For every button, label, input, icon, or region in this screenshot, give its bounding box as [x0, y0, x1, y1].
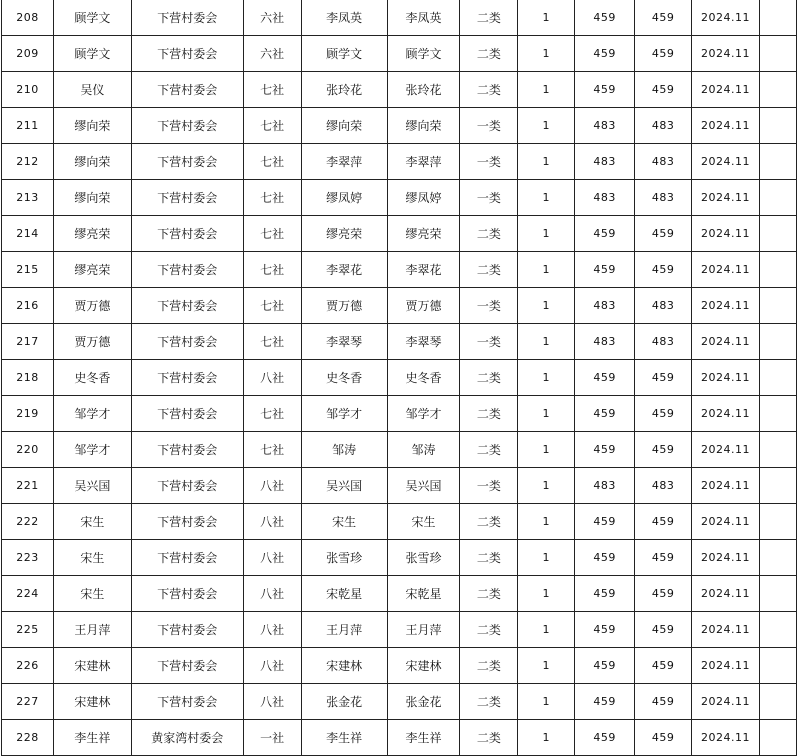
- member-name-cell: 缪向荣: [301, 108, 387, 144]
- category-cell: 二类: [460, 684, 518, 720]
- note-cell: [760, 468, 797, 504]
- category-cell: 二类: [460, 648, 518, 684]
- payment-amount-cell: 483: [635, 180, 692, 216]
- category-cell: 二类: [460, 720, 518, 756]
- row-number-cell: 216: [2, 288, 54, 324]
- row-number-cell: 222: [2, 504, 54, 540]
- period-cell: 2024.11: [692, 216, 760, 252]
- row-number-cell: 211: [2, 108, 54, 144]
- standard-amount-cell: 459: [575, 432, 635, 468]
- village-group-cell: 六社: [243, 0, 301, 36]
- payee-name-cell: 宋建林: [387, 648, 460, 684]
- applicant-name-cell: 邹学才: [53, 396, 131, 432]
- applicant-name-cell: 李生祥: [53, 720, 131, 756]
- note-cell: [760, 324, 797, 360]
- period-cell: 2024.11: [692, 432, 760, 468]
- standard-amount-cell: 459: [575, 36, 635, 72]
- standard-amount-cell: 483: [575, 468, 635, 504]
- category-cell: 二类: [460, 432, 518, 468]
- row-number-cell: 212: [2, 144, 54, 180]
- member-name-cell: 邹学才: [301, 396, 387, 432]
- category-cell: 二类: [460, 576, 518, 612]
- row-number-cell: 209: [2, 36, 54, 72]
- payee-name-cell: 吴兴国: [387, 468, 460, 504]
- row-number-cell: 226: [2, 648, 54, 684]
- note-cell: [760, 144, 797, 180]
- village-group-cell: 七社: [243, 108, 301, 144]
- payee-name-cell: 缪亮荣: [387, 216, 460, 252]
- member-name-cell: 顾学文: [301, 36, 387, 72]
- table-row: [2, 612, 797, 648]
- category-cell: 一类: [460, 324, 518, 360]
- note-cell: [760, 504, 797, 540]
- period-cell: 2024.11: [692, 252, 760, 288]
- village-group-cell: 七社: [243, 288, 301, 324]
- table-row: [2, 720, 797, 756]
- standard-amount-cell: 459: [575, 504, 635, 540]
- standard-amount-cell: 459: [575, 540, 635, 576]
- village-group-cell: 八社: [243, 360, 301, 396]
- table-row: [2, 108, 797, 144]
- row-number-cell: 208: [2, 0, 54, 36]
- category-cell: 一类: [460, 180, 518, 216]
- period-cell: 2024.11: [692, 684, 760, 720]
- applicant-name-cell: 顾学文: [53, 36, 131, 72]
- member-name-cell: 张玲花: [301, 72, 387, 108]
- category-cell: 二类: [460, 504, 518, 540]
- village-group-cell: 七社: [243, 396, 301, 432]
- payment-amount-cell: 459: [635, 360, 692, 396]
- applicant-name-cell: 宋生: [53, 504, 131, 540]
- row-number-cell: 217: [2, 324, 54, 360]
- person-count-cell: 1: [518, 36, 575, 72]
- payee-name-cell: 宋生: [387, 504, 460, 540]
- payment-amount-cell: 459: [635, 504, 692, 540]
- period-cell: 2024.11: [692, 108, 760, 144]
- person-count-cell: 1: [518, 612, 575, 648]
- period-cell: 2024.11: [692, 540, 760, 576]
- payment-amount-cell: 459: [635, 684, 692, 720]
- standard-amount-cell: 459: [575, 648, 635, 684]
- payee-name-cell: 缪凤婷: [387, 180, 460, 216]
- category-cell: 二类: [460, 360, 518, 396]
- village-committee-cell: 下营村委会: [131, 612, 243, 648]
- village-committee-cell: 下营村委会: [131, 540, 243, 576]
- standard-amount-cell: 459: [575, 576, 635, 612]
- standard-amount-cell: 459: [575, 396, 635, 432]
- person-count-cell: 1: [518, 144, 575, 180]
- row-number-cell: 221: [2, 468, 54, 504]
- row-number-cell: 214: [2, 216, 54, 252]
- member-name-cell: 李翠萍: [301, 144, 387, 180]
- village-committee-cell: 下营村委会: [131, 648, 243, 684]
- payment-amount-cell: 459: [635, 36, 692, 72]
- applicant-name-cell: 宋建林: [53, 684, 131, 720]
- person-count-cell: 1: [518, 540, 575, 576]
- village-group-cell: 七社: [243, 216, 301, 252]
- village-group-cell: 七社: [243, 432, 301, 468]
- row-number-cell: 220: [2, 432, 54, 468]
- table-row: [2, 0, 797, 36]
- standard-amount-cell: 483: [575, 144, 635, 180]
- payment-amount-cell: 483: [635, 468, 692, 504]
- village-committee-cell: 下营村委会: [131, 576, 243, 612]
- payee-name-cell: 李翠琴: [387, 324, 460, 360]
- person-count-cell: 1: [518, 180, 575, 216]
- category-cell: 一类: [460, 288, 518, 324]
- payment-amount-cell: 459: [635, 612, 692, 648]
- person-count-cell: 1: [518, 504, 575, 540]
- period-cell: 2024.11: [692, 396, 760, 432]
- applicant-name-cell: 缪向荣: [53, 180, 131, 216]
- category-cell: 一类: [460, 468, 518, 504]
- category-cell: 二类: [460, 36, 518, 72]
- village-group-cell: 六社: [243, 36, 301, 72]
- village-group-cell: 八社: [243, 612, 301, 648]
- standard-amount-cell: 459: [575, 72, 635, 108]
- category-cell: 二类: [460, 396, 518, 432]
- person-count-cell: 1: [518, 216, 575, 252]
- member-name-cell: 贾万德: [301, 288, 387, 324]
- person-count-cell: 1: [518, 432, 575, 468]
- applicant-name-cell: 缪向荣: [53, 144, 131, 180]
- period-cell: 2024.11: [692, 648, 760, 684]
- person-count-cell: 1: [518, 720, 575, 756]
- member-name-cell: 王月萍: [301, 612, 387, 648]
- period-cell: 2024.11: [692, 36, 760, 72]
- standard-amount-cell: 459: [575, 0, 635, 36]
- note-cell: [760, 252, 797, 288]
- table-row: [2, 576, 797, 612]
- payment-amount-cell: 459: [635, 648, 692, 684]
- row-number-cell: 225: [2, 612, 54, 648]
- period-cell: 2024.11: [692, 576, 760, 612]
- applicant-name-cell: 宋生: [53, 576, 131, 612]
- period-cell: 2024.11: [692, 180, 760, 216]
- table-row: [2, 468, 797, 504]
- village-group-cell: 八社: [243, 504, 301, 540]
- village-committee-cell: 下营村委会: [131, 288, 243, 324]
- member-name-cell: 张金花: [301, 684, 387, 720]
- member-name-cell: 史冬香: [301, 360, 387, 396]
- person-count-cell: 1: [518, 288, 575, 324]
- village-committee-cell: 下营村委会: [131, 684, 243, 720]
- person-count-cell: 1: [518, 576, 575, 612]
- category-cell: 二类: [460, 612, 518, 648]
- person-count-cell: 1: [518, 0, 575, 36]
- village-committee-cell: 下营村委会: [131, 0, 243, 36]
- village-committee-cell: 下营村委会: [131, 504, 243, 540]
- village-committee-cell: 下营村委会: [131, 180, 243, 216]
- table-row: [2, 180, 797, 216]
- member-name-cell: 缪凤婷: [301, 180, 387, 216]
- category-cell: 一类: [460, 144, 518, 180]
- payee-name-cell: 史冬香: [387, 360, 460, 396]
- period-cell: 2024.11: [692, 0, 760, 36]
- person-count-cell: 1: [518, 684, 575, 720]
- table-row: [2, 72, 797, 108]
- row-number-cell: 223: [2, 540, 54, 576]
- payee-name-cell: 李凤英: [387, 0, 460, 36]
- applicant-name-cell: 贾万德: [53, 288, 131, 324]
- note-cell: [760, 720, 797, 756]
- table-row: [2, 324, 797, 360]
- member-name-cell: 张雪珍: [301, 540, 387, 576]
- note-cell: [760, 360, 797, 396]
- payee-name-cell: 缪向荣: [387, 108, 460, 144]
- village-committee-cell: 下营村委会: [131, 360, 243, 396]
- village-group-cell: 七社: [243, 324, 301, 360]
- payee-name-cell: 贾万德: [387, 288, 460, 324]
- period-cell: 2024.11: [692, 288, 760, 324]
- applicant-name-cell: 宋建林: [53, 648, 131, 684]
- payee-name-cell: 张玲花: [387, 72, 460, 108]
- applicant-name-cell: 缪亮荣: [53, 216, 131, 252]
- standard-amount-cell: 483: [575, 324, 635, 360]
- period-cell: 2024.11: [692, 72, 760, 108]
- person-count-cell: 1: [518, 468, 575, 504]
- payee-name-cell: 李翠萍: [387, 144, 460, 180]
- village-group-cell: 八社: [243, 468, 301, 504]
- member-name-cell: 宋生: [301, 504, 387, 540]
- person-count-cell: 1: [518, 72, 575, 108]
- village-committee-cell: 下营村委会: [131, 36, 243, 72]
- period-cell: 2024.11: [692, 468, 760, 504]
- category-cell: 一类: [460, 108, 518, 144]
- period-cell: 2024.11: [692, 612, 760, 648]
- table-row: [2, 360, 797, 396]
- village-committee-cell: 下营村委会: [131, 396, 243, 432]
- table-row: [2, 648, 797, 684]
- category-cell: 二类: [460, 540, 518, 576]
- member-name-cell: 吴兴国: [301, 468, 387, 504]
- table-row: [2, 144, 797, 180]
- payee-name-cell: 李翠花: [387, 252, 460, 288]
- row-number-cell: 219: [2, 396, 54, 432]
- table-row: [2, 684, 797, 720]
- table-row: [2, 252, 797, 288]
- payment-amount-cell: 483: [635, 288, 692, 324]
- row-number-cell: 210: [2, 72, 54, 108]
- standard-amount-cell: 483: [575, 180, 635, 216]
- standard-amount-cell: 459: [575, 720, 635, 756]
- member-name-cell: 宋建林: [301, 648, 387, 684]
- note-cell: [760, 72, 797, 108]
- payment-amount-cell: 459: [635, 540, 692, 576]
- payee-name-cell: 邹学才: [387, 396, 460, 432]
- note-cell: [760, 684, 797, 720]
- row-number-cell: 227: [2, 684, 54, 720]
- payment-amount-cell: 459: [635, 576, 692, 612]
- standard-amount-cell: 459: [575, 612, 635, 648]
- payment-amount-cell: 459: [635, 252, 692, 288]
- table-row: [2, 396, 797, 432]
- person-count-cell: 1: [518, 360, 575, 396]
- applicant-name-cell: 贾万德: [53, 324, 131, 360]
- table-row: [2, 504, 797, 540]
- applicant-name-cell: 缪向荣: [53, 108, 131, 144]
- table-row: [2, 36, 797, 72]
- village-committee-cell: 下营村委会: [131, 72, 243, 108]
- period-cell: 2024.11: [692, 720, 760, 756]
- table-row: [2, 540, 797, 576]
- note-cell: [760, 612, 797, 648]
- member-name-cell: 李凤英: [301, 0, 387, 36]
- member-name-cell: 宋乾星: [301, 576, 387, 612]
- note-cell: [760, 0, 797, 36]
- row-number-cell: 218: [2, 360, 54, 396]
- village-committee-cell: 下营村委会: [131, 108, 243, 144]
- applicant-name-cell: 吴仪: [53, 72, 131, 108]
- village-group-cell: 一社: [243, 720, 301, 756]
- applicant-name-cell: 邹学才: [53, 432, 131, 468]
- row-number-cell: 228: [2, 720, 54, 756]
- village-group-cell: 七社: [243, 144, 301, 180]
- category-cell: 二类: [460, 72, 518, 108]
- village-committee-cell: 下营村委会: [131, 252, 243, 288]
- applicant-name-cell: 史冬香: [53, 360, 131, 396]
- member-name-cell: 李生祥: [301, 720, 387, 756]
- payment-amount-cell: 459: [635, 396, 692, 432]
- payee-name-cell: 邹涛: [387, 432, 460, 468]
- payee-name-cell: 宋乾星: [387, 576, 460, 612]
- payment-amount-cell: 459: [635, 216, 692, 252]
- period-cell: 2024.11: [692, 360, 760, 396]
- standard-amount-cell: 483: [575, 108, 635, 144]
- table-row: [2, 432, 797, 468]
- payee-name-cell: 顾学文: [387, 36, 460, 72]
- subsidy-table: [1, 0, 797, 756]
- person-count-cell: 1: [518, 252, 575, 288]
- member-name-cell: 李翠花: [301, 252, 387, 288]
- member-name-cell: 李翠琴: [301, 324, 387, 360]
- village-committee-cell: 下营村委会: [131, 432, 243, 468]
- village-committee-cell: 下营村委会: [131, 324, 243, 360]
- note-cell: [760, 288, 797, 324]
- note-cell: [760, 216, 797, 252]
- standard-amount-cell: 483: [575, 288, 635, 324]
- member-name-cell: 邹涛: [301, 432, 387, 468]
- standard-amount-cell: 459: [575, 216, 635, 252]
- payment-amount-cell: 459: [635, 432, 692, 468]
- person-count-cell: 1: [518, 648, 575, 684]
- applicant-name-cell: 顾学文: [53, 0, 131, 36]
- note-cell: [760, 36, 797, 72]
- payment-amount-cell: 459: [635, 72, 692, 108]
- village-group-cell: 八社: [243, 648, 301, 684]
- village-committee-cell: 下营村委会: [131, 468, 243, 504]
- table-body: [2, 0, 797, 756]
- payee-name-cell: 李生祥: [387, 720, 460, 756]
- note-cell: [760, 648, 797, 684]
- table-row: [2, 216, 797, 252]
- note-cell: [760, 108, 797, 144]
- person-count-cell: 1: [518, 396, 575, 432]
- payment-amount-cell: 483: [635, 324, 692, 360]
- applicant-name-cell: 王月萍: [53, 612, 131, 648]
- note-cell: [760, 576, 797, 612]
- applicant-name-cell: 吴兴国: [53, 468, 131, 504]
- period-cell: 2024.11: [692, 144, 760, 180]
- category-cell: 二类: [460, 216, 518, 252]
- applicant-name-cell: 缪亮荣: [53, 252, 131, 288]
- row-number-cell: 213: [2, 180, 54, 216]
- note-cell: [760, 396, 797, 432]
- row-number-cell: 224: [2, 576, 54, 612]
- village-group-cell: 七社: [243, 252, 301, 288]
- village-committee-cell: 黄家湾村委会: [131, 720, 243, 756]
- person-count-cell: 1: [518, 108, 575, 144]
- village-group-cell: 八社: [243, 540, 301, 576]
- village-committee-cell: 下营村委会: [131, 144, 243, 180]
- member-name-cell: 缪亮荣: [301, 216, 387, 252]
- standard-amount-cell: 459: [575, 360, 635, 396]
- village-committee-cell: 下营村委会: [131, 216, 243, 252]
- period-cell: 2024.11: [692, 504, 760, 540]
- table-row: [2, 288, 797, 324]
- row-number-cell: 215: [2, 252, 54, 288]
- payee-name-cell: 张金花: [387, 684, 460, 720]
- payment-amount-cell: 483: [635, 108, 692, 144]
- applicant-name-cell: 宋生: [53, 540, 131, 576]
- payment-amount-cell: 483: [635, 144, 692, 180]
- village-group-cell: 七社: [243, 180, 301, 216]
- village-group-cell: 八社: [243, 684, 301, 720]
- period-cell: 2024.11: [692, 324, 760, 360]
- standard-amount-cell: 459: [575, 684, 635, 720]
- note-cell: [760, 540, 797, 576]
- payee-name-cell: 张雪珍: [387, 540, 460, 576]
- standard-amount-cell: 459: [575, 252, 635, 288]
- note-cell: [760, 432, 797, 468]
- category-cell: 二类: [460, 0, 518, 36]
- category-cell: 二类: [460, 252, 518, 288]
- note-cell: [760, 180, 797, 216]
- person-count-cell: 1: [518, 324, 575, 360]
- payee-name-cell: 王月萍: [387, 612, 460, 648]
- payment-amount-cell: 459: [635, 720, 692, 756]
- village-group-cell: 八社: [243, 576, 301, 612]
- payment-amount-cell: 459: [635, 0, 692, 36]
- village-group-cell: 七社: [243, 72, 301, 108]
